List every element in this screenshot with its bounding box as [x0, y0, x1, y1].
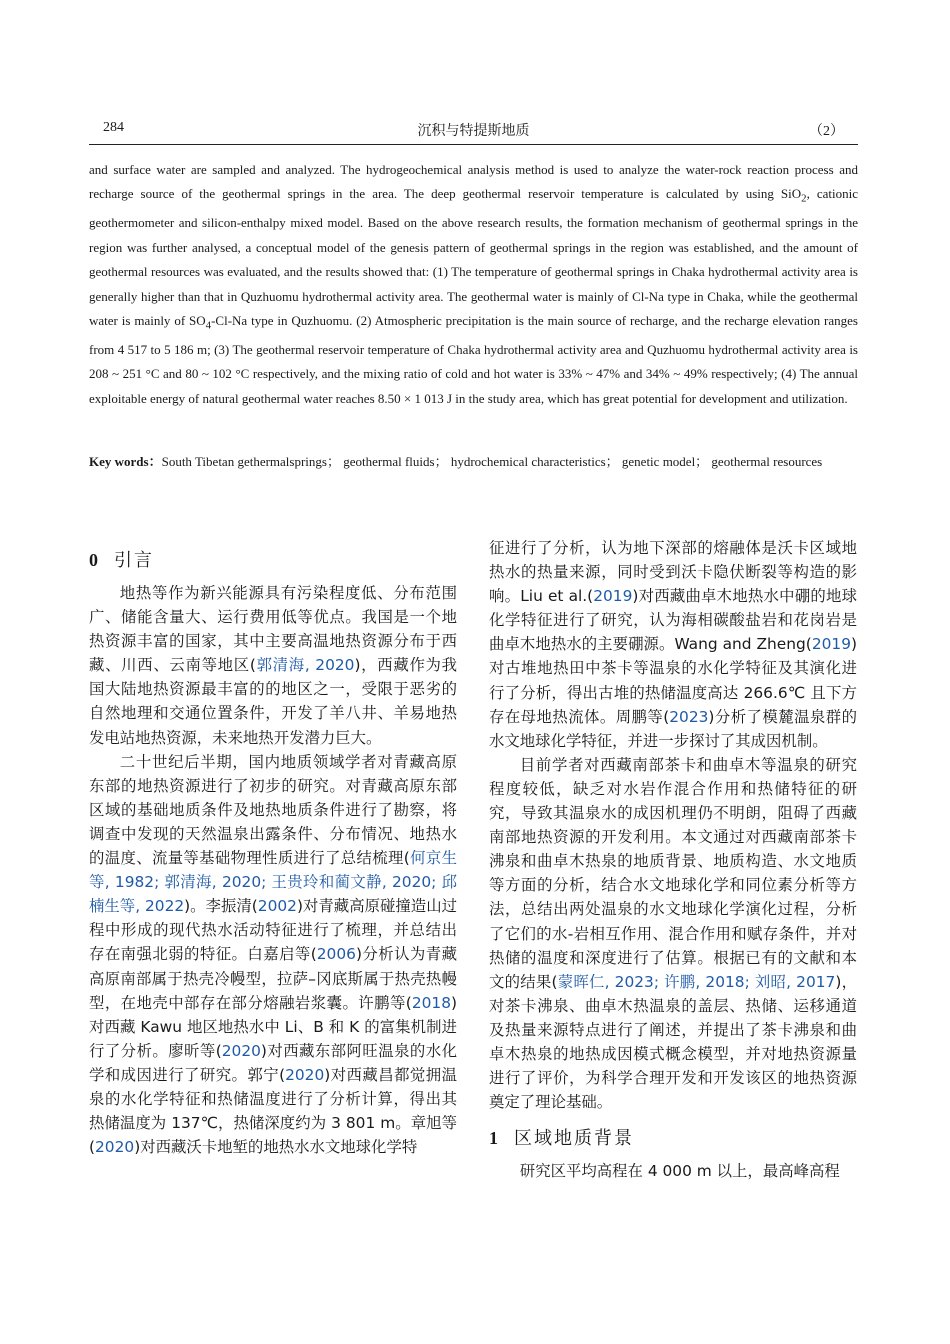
citation-link[interactable]: 何京生等, 1982; 郭清海, 2020; 王贵玲和蔺文静, 2020; 邱楠生等, 2022 — [89, 849, 457, 916]
citation-link[interactable]: 2023 — [669, 707, 709, 726]
abstract-part-1: and surface water are sampled and analyzed. The hydrogeochemical analysis method is used to analyze the water-rock reaction process and recharge source of the geothermal springs in the area. The deep geothermal reservoir temperature is calculated by using SiO — [89, 162, 858, 202]
section-heading-regional-geology — [489, 1124, 857, 1153]
paragraph-1: 地热等作为新兴能源具有污染程度低、分布范围广、储能含量大、运行费用低等优点。我国是一个地热资源丰富的国家，其中主要高温地热资源分布于西藏、川西、云南等地区(郭清海, 2020)，西藏作为我国大陆地热资源最丰富的的地区之一，受限于恶劣的自然地理和交通位置条件，开发了羊八井、羊易地热发电站地热资源，未来地热开发潜力巨大。 — [89, 584, 458, 747]
keywords — [89, 450, 858, 474]
section-number: 0 — [89, 550, 98, 570]
citation-link[interactable]: 2006 — [316, 945, 356, 964]
citation-link[interactable]: 蒙晖仁, 2023; 许鹏, 2018; 刘昭, 2017 — [557, 972, 836, 991]
citation-link[interactable]: 2019 — [811, 635, 851, 654]
page-number: 284 — [103, 120, 124, 135]
page-header — [89, 118, 858, 145]
citation-link[interactable]: 2020 — [285, 1065, 325, 1084]
paragraph-5: 研究区平均高程在 4 000 m 以上，最高峰高程 — [519, 1162, 840, 1181]
subscript-4: 4 — [205, 319, 212, 332]
left-column — [89, 536, 457, 1159]
section-title: 引言 — [114, 550, 154, 571]
issue-number: （2） — [809, 124, 844, 139]
paragraph-3: 征进行了分析，认为地下深部的熔融体是沃卡区域地热水的热量来源，同时受到沃卡隐伏断裂等构造的影响。Liu et al.(2019)对西藏曲卓木地热水中硼的地球化学特征进行了研究，认为海相碳酸盐岩和花岗岩是曲卓木地热水的主要硼源。Wang and Zheng(2019)对古堆地热田中茶卡等温泉的水化学特征及其演化进行了分析，得出古堆的热储温度高达 266.6℃ 且下方存在母地热流体。周鹏等(2023)分析了模麓温泉群的水文地球化学特征，并进一步探讨了其成因机制。 — [489, 539, 857, 750]
section-number: 1 — [489, 1128, 498, 1149]
abstract-part-3: -Cl-Na type in Quzhuomu. (2) Atmospheric precipitation is the main source of recharge, and the recharge elevation ranges from 4 517 to 5 186 m; (3) The geothermal reservoir temperature of Chaka hydrothermal activity area and Quzhuomu hydrothermal activity area is 208 ~ 251 °C and 80 ~ 102 °C respectively, and the mixing ratio of cold and hot water is 33% ~ 47% and 34% ~ 49% respectively; (4) The annual exploitable energy of natural geothermal water reaches 8.50 × 1 013 J in the study area, which has great potential for development and utilization. — [89, 313, 858, 406]
subscript-2: 2 — [801, 193, 807, 205]
keywords-text: South Tibetan gethermalsprings； geothermal fluids； hydrochemical characteristics； genetic model； geothermal resources — [161, 454, 823, 469]
journal-title: 沉积与特提斯地质 — [417, 123, 530, 139]
citation-link[interactable]: 郭清海, 2020 — [255, 656, 355, 675]
section-heading-intro — [89, 546, 457, 575]
english-abstract — [89, 158, 858, 411]
citation-link[interactable]: 2019 — [593, 587, 633, 606]
right-column — [489, 536, 857, 1183]
section-title: 区域地质背景 — [514, 1128, 634, 1150]
abstract-part-2: , cationic geothermometer and silicon-enthalpy mixed model. Based on the above research results, the formation mechanism of geothermal springs in the region was further analysed, a conceptual model of the genesis pattern of geothermal springs in the region was established, and the amount of geothermal resources was evaluated, and the results showed that: (1) The temperature of geothermal springs in Chaka hydrothermal activity area is generally higher than that in Quzhuomu hydrothermal activity area. The geothermal water is mainly of Cl-Na type in Chaka, while the geothermal water is mainly of SO — [89, 186, 858, 329]
paragraph-4: 目前学者对西藏南部茶卡和曲卓木等温泉的研究程度较低，缺乏对水岩作混合作用和热储特征的研究，导致其温泉水的成因机理仍不明朗，阻碍了西藏南部地热资源的开发利用。本文通过对西藏南部茶卡沸泉和曲卓木热泉的地质背景、地质构造、水文地质等方面的分析，结合水文地球化学和同位素分析等方法，总结出两处温泉的水文地球化学演化过程，分析了它们的水-岩相互作用、混合作用和赋存条件，并对热储的温度和深度进行了估算。根据已有的文献和本文的结果(蒙晖仁, 2023; 许鹏, 2018; 刘昭, 2017)，对茶卡沸泉、曲卓木热温泉的盖层、热储、运移通道及热量来源特点进行了阐述，并提出了茶卡沸泉和曲卓木热泉的地热成因模式概念模型，并对地热资源量进行了评价，为科学合理开发和开发该区的地热资源奠定了理论基础。 — [489, 755, 857, 1112]
citation-link[interactable]: 2002 — [257, 897, 297, 916]
keywords-label: Key words： — [89, 454, 162, 469]
abstract-text — [89, 158, 858, 411]
citation-link[interactable]: 2018 — [411, 993, 451, 1012]
citation-link[interactable]: 2020 — [95, 1138, 135, 1157]
paragraph-2: 二十世纪后半期，国内地质领域学者对青藏高原东部的地热资源进行了初步的研究。对青藏高原东部区域的基础地质条件及地热地质条件进行了勘察，将调查中发现的天然温泉出露条件、分布情况、地热水的温度、流量等基础物理性质进行了总结梳理(何京生等, 1982; 郭清海, 2020; 王贵玲和蔺文静, 2020; 邱楠生等, 2022)。李振清(2002)对青藏高原碰撞造山过程中形成的现代热水活动特征进行了梳理，并总结出存在南强北弱的特征。白嘉启等(2006)分析认为青藏高原南部属于热壳冷幔型，拉萨–冈底斯属于热壳热幔型，在地壳中部存在部分熔融岩浆囊。许鹏等(2018)对西藏 Kawu 地区地热水中 Li、B 和 K 的富集机制进行了分析。廖昕等(2020)对西藏东部阿旺温泉的水化学和成因进行了研究。郭宁(2020)对西藏昌都觉拥温泉的水化学特征和热储温度进行了分析计算，得出其热储温度为 137℃，热储深度约为 3 801 m。章旭等(2020)对西藏沃卡地堑的地热水水文地球化学特 — [89, 752, 457, 1157]
citation-link[interactable]: 2020 — [221, 1041, 261, 1060]
